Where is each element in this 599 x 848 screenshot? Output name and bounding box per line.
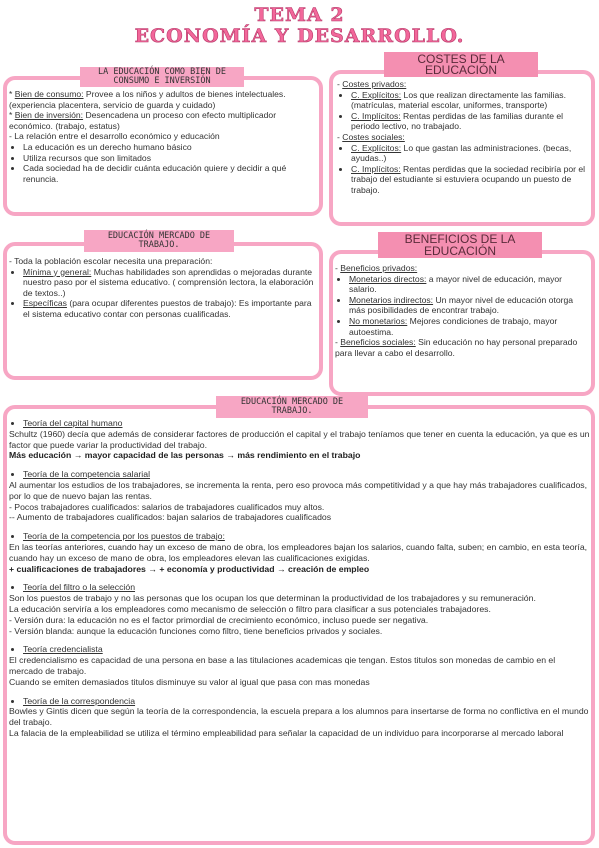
- paragraph: -- Aumento de trabajadores cualificados: bajan salarios de trabajadores cualificados: [9, 512, 332, 523]
- text: Los que realizan directamente las familias. (matrículas, material escolar, uniformes, transporte): [351, 89, 566, 111]
- list-item: • Utiliza recursos que son limitados: [23, 153, 317, 164]
- section-mercado-2-content: [9, 418, 591, 739]
- paragraph: - Pocos trabajadores cualificados: salarios de trabajadores cualificados muy altos.: [9, 501, 325, 512]
- tag-line-1: LA EDUCACIÓN COMO BIEN DE: [98, 67, 226, 77]
- term-bien-consumo: Bien de consumo:: [14, 89, 84, 99]
- heading-costes-privados: Costes privados:: [342, 79, 407, 89]
- heading-costes-sociales: Costes sociales:: [342, 131, 405, 142]
- paragraph: Schultz (1960) decía que además de considerar factores de producción el capital y el trabajo teníamos que tener en cuenta la educación, ya que es un factor que puede variar la productividad del trabajo.: [9, 428, 590, 450]
- paragraph: El credencialismo es capacidad de una persona en base a las titulaciones academicas qie tengan. Estos titulos son monedas de cambio en el mercado de trabajo.: [9, 655, 556, 676]
- section-mercado-1-content: [9, 256, 319, 320]
- tag-line-2: TRABAJO.: [271, 406, 313, 416]
- heading-teoria: • Teoría de la correspondencia: [23, 696, 591, 707]
- list-item: • La educación es un derecho humano básico: [23, 142, 317, 153]
- paragraph: La falacia de la empleabilidad se utiliza el término empleabilidad para señalar la capacidad de un individuo para incorporarse al mercado laboral: [9, 727, 564, 738]
- heading-teoria: • Teoría del filtro o la selección: [23, 582, 591, 593]
- term: C. Implícitos:: [351, 163, 401, 174]
- text: (para ocupar diferentes puestos de trabajo): Es importante para el sistema educativo contar con personas cualificadas.: [23, 298, 312, 319]
- tag-line-1: COSTES DE LA: [417, 52, 505, 66]
- paragraph: Son los puestos de trabajo y no las personas que los ocupan los que determinan la productividad de los trabajadores y su remuneración.: [9, 593, 536, 604]
- tag-line-2: TRABAJO.: [138, 240, 180, 250]
- heading-teoria: • Teoría del capital humano: [23, 418, 591, 429]
- section-costes-content: - Costes privados: • C. Explícitos: Los que realizan directamente las familias. (matrículas, material escolar, uniformes, transporte) • C. Implícitos: Rentas perdidas de las familias durante el periodo lectivo, no trabajado. - Costes sociales: • C. Explícitos: Lo que gastan las administraciones. (becas, ayudas..) • C. Implícitos: Rentas perdidas que la sociedad recibiría por el trabajo del estudiante si estuviera ocupando un puesto de trabajo.: [337, 79, 591, 196]
- tag-line-2: EDUCACIÓN: [424, 63, 497, 77]
- text-bien-consumo: Provee a los niños y adultos de bienes intelectuales. (experiencia placentera, servicio de guarda y cuidado): [9, 89, 286, 110]
- heading-beneficios-sociales: Beneficios sociales:: [340, 337, 416, 348]
- section-tag-beneficios: [378, 232, 542, 258]
- heading-teoria: • Teoría de la competencia salarial: [23, 469, 591, 480]
- tag-line-1: EDUCACIÓN MERCADO DE: [240, 397, 344, 407]
- heading-beneficios-privados: Beneficios privados:: [340, 263, 418, 273]
- section-tag-mercado-1: [84, 230, 234, 252]
- heading-teoria: • Teoría credencialista: [23, 644, 591, 655]
- term: C. Explícitos:: [351, 142, 402, 153]
- text: Rentas perdidas que la sociedad recibiría por el trabajo del estudiante si estuviera ocupando un puesto de trabajo.: [351, 163, 586, 195]
- term: Mínima y general:: [23, 266, 92, 277]
- section-beneficios-content: - Beneficios privados: • Monetarios directos: a mayor nivel de educación, mayor salario. • Monetarios indirectos: Un mayor nivel de educación otorga más posibilidades de encontrar trabajo. • No monetarios: Mejores condiciones de trabajo, mayor autoestima. - Beneficios sociales: Sin educación no hay personal preparado para llevar a cabo el desarrollo.: [335, 263, 591, 358]
- heading-teoria: • Teoría de la competencia por los puestos de trabajo:: [23, 531, 591, 542]
- term: Monetarios directos:: [349, 273, 427, 284]
- text-relacion: - La relación entre el desarrollo económico y educación: [9, 131, 220, 142]
- term: Monetarios indirectos:: [349, 294, 434, 305]
- term: C. Implícitos:: [351, 110, 401, 121]
- text: a mayor nivel de educación, mayor salario.: [349, 273, 563, 295]
- text: Mejores condiciones de trabajo, mayor autoestima.: [349, 315, 558, 337]
- tag-line-2: EDUCACIÓN: [423, 244, 496, 258]
- paragraph: La educación serviría a los empleadores como mecanismo de selección o filtro para clasificar a sus potenciales trabajadores.: [9, 603, 491, 614]
- text: Muchas habilidades son aprendidas o mejoradas durante nuestro paso por el sistema educativo. ( comprensión lectora, la elaboración de textos..): [23, 266, 314, 298]
- highlight: + cualificaciones de trabajadores → + economía y productividad → creación de empleo: [9, 563, 370, 574]
- paragraph: En las teorías anteriores, cuando hay un exceso de mano de obra, los empleadores bajan los salarios, cuando falta, suben; en cambio, en esta teoría, cuando hay un exceso de mano de obra, los empleadores elevan las cualificaciones exigidas.: [9, 541, 588, 563]
- term: Específicas: [23, 298, 67, 309]
- page-subtitle: ECONOMÍA Y DESARROLLO.: [134, 25, 465, 47]
- term-bien-inversion: Bien de inversión:: [14, 110, 84, 121]
- text: Lo que gastan las administraciones. (becas, ayudas..): [351, 142, 572, 164]
- section-tag-costes: [384, 52, 538, 77]
- text: Un mayor nivel de educación otorga más posibilidades de encontrar trabajo.: [349, 294, 574, 316]
- paragraph: Bowles y Gintis dicen que según la teoría de la correspondencia, la escuela prepara a los alumnos para insertarse de forma no conflictiva en el mundo del trabajo.: [9, 706, 589, 728]
- tag-line-1: BENEFICIOS DE LA: [404, 232, 516, 246]
- term: No monetarios:: [349, 315, 408, 326]
- text: Rentas perdidas de las familias durante el periodo lectivo, no trabajado.: [351, 110, 564, 132]
- section-tag-mercado-2: [216, 396, 368, 418]
- highlight: Más educación → mayor capacidad de las personas → más rendimiento en el trabajo: [9, 450, 361, 461]
- text: Sin educación no hay personal preparado para llevar a cabo el desarrollo.: [335, 337, 578, 358]
- tag-line-1: EDUCACIÓN MERCADO DE: [107, 231, 211, 241]
- paragraph: Al aumentar los estudios de los trabajadores, se incrementa la renta, pero eso provoca más competitividad y a que hay más trabajadores cualificados, por lo que de nuevo bajan las rentas.: [9, 479, 588, 501]
- paragraph: - Versión blanda: aunque la educación funciones como filtro, tiene beneficios privados y sociales.: [9, 625, 383, 636]
- section-tag-bien: [80, 67, 244, 87]
- page-title: TEMA 2: [254, 4, 345, 26]
- term: C. Explícitos:: [351, 89, 402, 100]
- paragraph: - Versión dura: la educación no es el factor primordial de crecimiento económico, incluso puede ser negativa.: [9, 614, 429, 625]
- tag-line-2: CONSUMO E INVERSIÓN: [113, 76, 211, 86]
- text-bien-inversion: Desencadena un proceso con efecto multiplicador económico. (trabajo, estatus): [9, 110, 277, 131]
- list-item: • Cada sociedad ha de decidir cuánta educación quiere y decidir a qué renuncia.: [23, 163, 317, 184]
- paragraph: Cuando se emiten demasiados titulos disminuye su valor al igual que pasa con mas monedas: [9, 676, 370, 687]
- text-intro: - Toda la población escolar necesita una preparación:: [9, 256, 213, 266]
- section-bien-content: * Bien de consumo: Provee a los niños y adultos de bienes intelectuales. (experiencia placentera, servicio de guarda y cuidado) * Bien de inversión: Desencadena un proceso con efecto multiplicador económico. (trabajo, estatus) - La relación entre el desarrollo económico y educación • La educación es un derecho humano básico • Utiliza recursos que son limitados • Cada sociedad ha de decidir cuánta educación quiere y decidir a qué renuncia.: [9, 89, 317, 184]
